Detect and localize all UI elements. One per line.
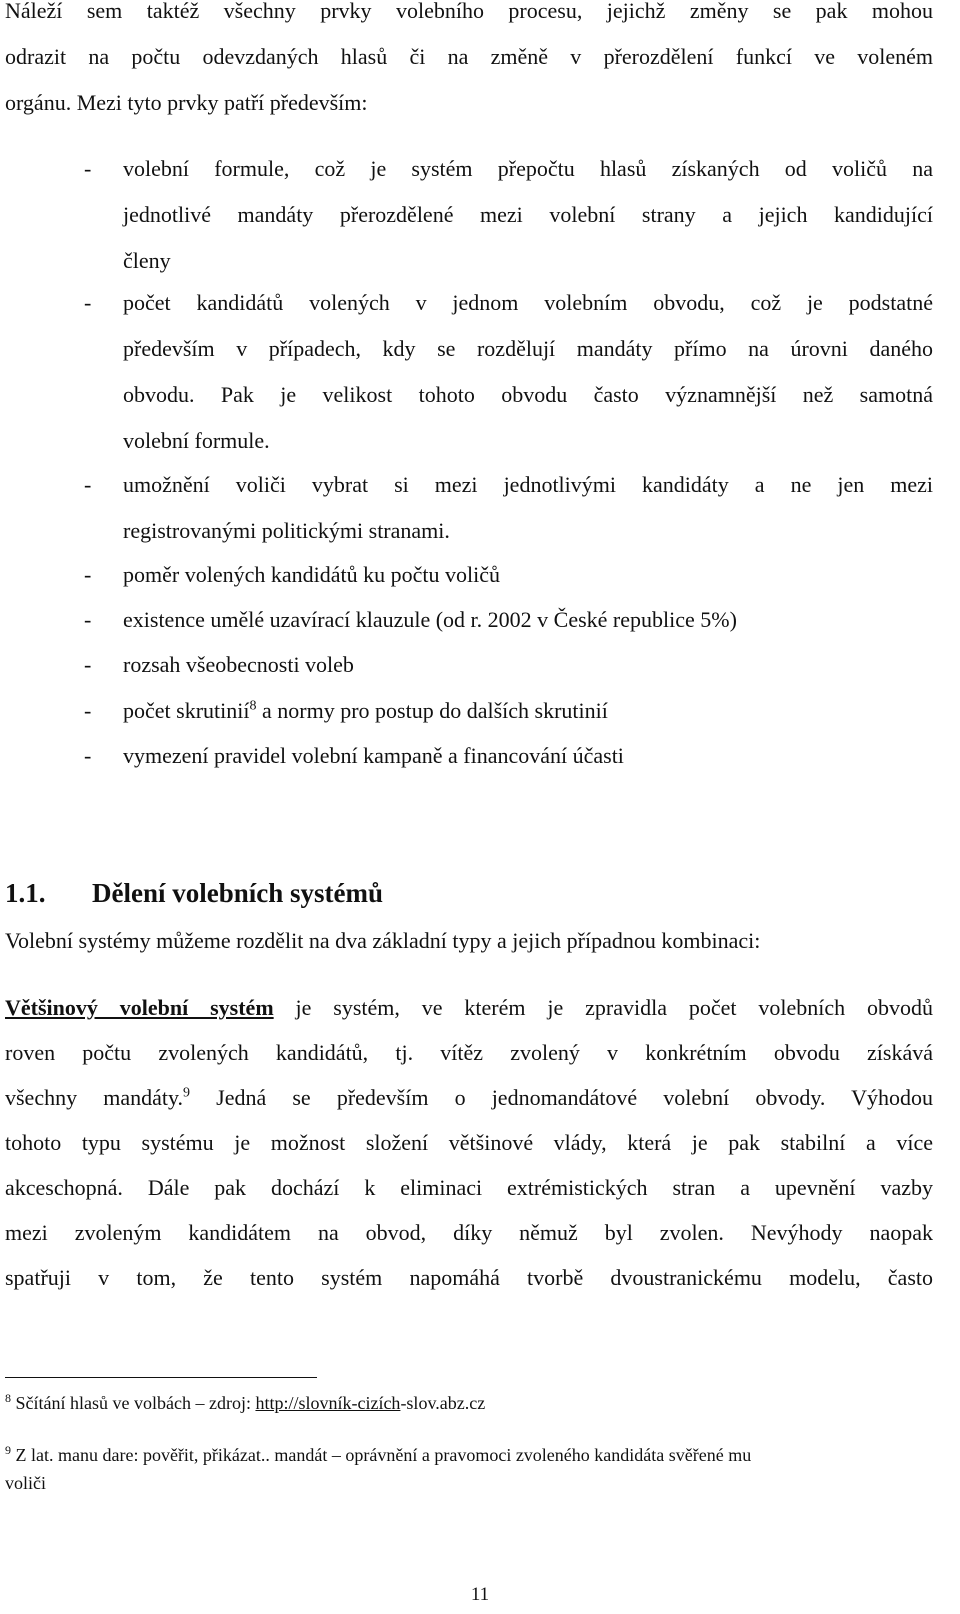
section-number: 1.1. — [5, 878, 46, 908]
page-number: 11 — [470, 1584, 490, 1605]
bullet-dash: - — [84, 698, 92, 723]
paragraph-2-line-1-rest: je systém, ve kterém je zpravidla počet volebních obvodů — [273, 995, 934, 1020]
bullet-3-line-1: umožnění voliči vybrat si mezi jednotlivými kandidáty a ne jen mezi — [123, 472, 933, 497]
footnote-9 — [5, 1442, 933, 1468]
term-majority-system: Většinový volební systém — [5, 995, 274, 1020]
bullet-2-line-4: volební formule. — [123, 428, 270, 453]
bullet-dash: - — [84, 472, 92, 497]
bullet-2-line-3: obvodu. Pak je velikost tohoto obvodu často významnější než samotná — [123, 382, 933, 407]
footnote-ref-8: 8 — [249, 698, 257, 714]
section-title: Dělení volebních systémů — [92, 878, 384, 908]
intro-line-3: orgánu. Mezi tyto prvky patří především: — [5, 90, 368, 115]
bullet-7 — [123, 688, 933, 734]
bullet-8: vymezení pravidel volební kampaně a financování účasti — [123, 743, 624, 768]
footnote-9-line-2: voliči — [5, 1473, 46, 1493]
bullet-7-text-rest: a normy pro postup do dalších skrutinií — [256, 698, 608, 723]
footnote-separator — [5, 1377, 317, 1378]
footnote-9-number: 9 — [5, 1443, 11, 1457]
paragraph-2-line-3-pre: všechny mandáty. — [5, 1085, 184, 1110]
bullet-dash: - — [84, 156, 92, 181]
footnote-9-text: Z lat. manu dare: pověřit, přikázat.. mandát – oprávnění a pravomoci zvoleného kandidáta svěřené mu — [11, 1445, 752, 1465]
paragraph-2-line-7: spatřuji v tom, že tento systém napomáhá tvorbě dvoustranickému modelu, často — [5, 1265, 933, 1290]
bullet-dash: - — [84, 290, 92, 315]
bullet-7-text: počet skrutinií — [123, 698, 250, 723]
footnote-8 — [5, 1390, 933, 1416]
paragraph-2-line-4: tohoto typu systému je možnost složení většinové vlády, která je pak stabilní a více — [5, 1130, 933, 1155]
bullet-dash: - — [84, 652, 92, 677]
paragraph-2-line-1 — [5, 985, 933, 1031]
bullet-dash: - — [84, 607, 92, 632]
bullet-dash: - — [84, 743, 92, 768]
paragraph-2-line-3-post: Jedná se především o jednomandátové volební obvody. Výhodou — [190, 1085, 933, 1110]
paragraph-2-line-3 — [5, 1075, 933, 1121]
bullet-2-line-2: především v případech, kdy se rozdělují mandáty přímo na úrovni daného — [123, 336, 933, 361]
intro-line-2: odrazit na počtu odevzdaných hlasů či na změně v přerozdělení funkcí ve voleném — [5, 44, 933, 69]
footnote-8-link[interactable]: http://slovník-cizích — [255, 1393, 401, 1413]
footnote-ref-9: 9 — [183, 1085, 191, 1101]
bullet-1-line-1: volební formule, což je systém přepočtu hlasů získaných od voličů na — [123, 156, 933, 181]
footnote-8-text: Sčítání hlasů ve volbách – zdroj: — [11, 1393, 256, 1413]
paragraph-2-line-2: roven počtu zvolených kandidátů, tj. vítěz zvolený v konkrétním obvodu získává — [5, 1040, 933, 1065]
bullet-1-line-3: členy — [123, 248, 171, 273]
bullet-2-line-1: počet kandidátů volených v jednom volebním obvodu, což je podstatné — [123, 290, 933, 315]
footnote-8-number: 8 — [5, 1391, 11, 1405]
footnote-8-text-rest: -slov.abz.cz — [400, 1393, 486, 1413]
bullet-5: existence umělé uzavírací klauzule (od r. 2002 v České republice 5%) — [123, 607, 737, 632]
paragraph-1: Volební systémy můžeme rozdělit na dva základní typy a jejich případnou kombinaci: — [5, 928, 761, 953]
bullet-3-line-2: registrovanými politickými stranami. — [123, 518, 450, 543]
bullet-4: poměr volených kandidátů ku počtu voličů — [123, 562, 500, 587]
bullet-1-line-2: jednotlivé mandáty přerozdělené mezi volební strany a jejich kandidující — [123, 202, 933, 227]
paragraph-2-line-6: mezi zvoleným kandidátem na obvod, díky němuž byl zvolen. Nevýhody naopak — [5, 1220, 933, 1245]
bullet-6: rozsah všeobecnosti voleb — [123, 652, 354, 677]
paragraph-2-line-5: akceschopná. Dále pak dochází k eliminaci extrémistických stran a upevnění vazby — [5, 1175, 933, 1200]
bullet-dash: - — [84, 562, 92, 587]
intro-line-1: Náleží sem taktéž všechny prvky volebního procesu, jejichž změny se pak mohou — [5, 0, 933, 23]
